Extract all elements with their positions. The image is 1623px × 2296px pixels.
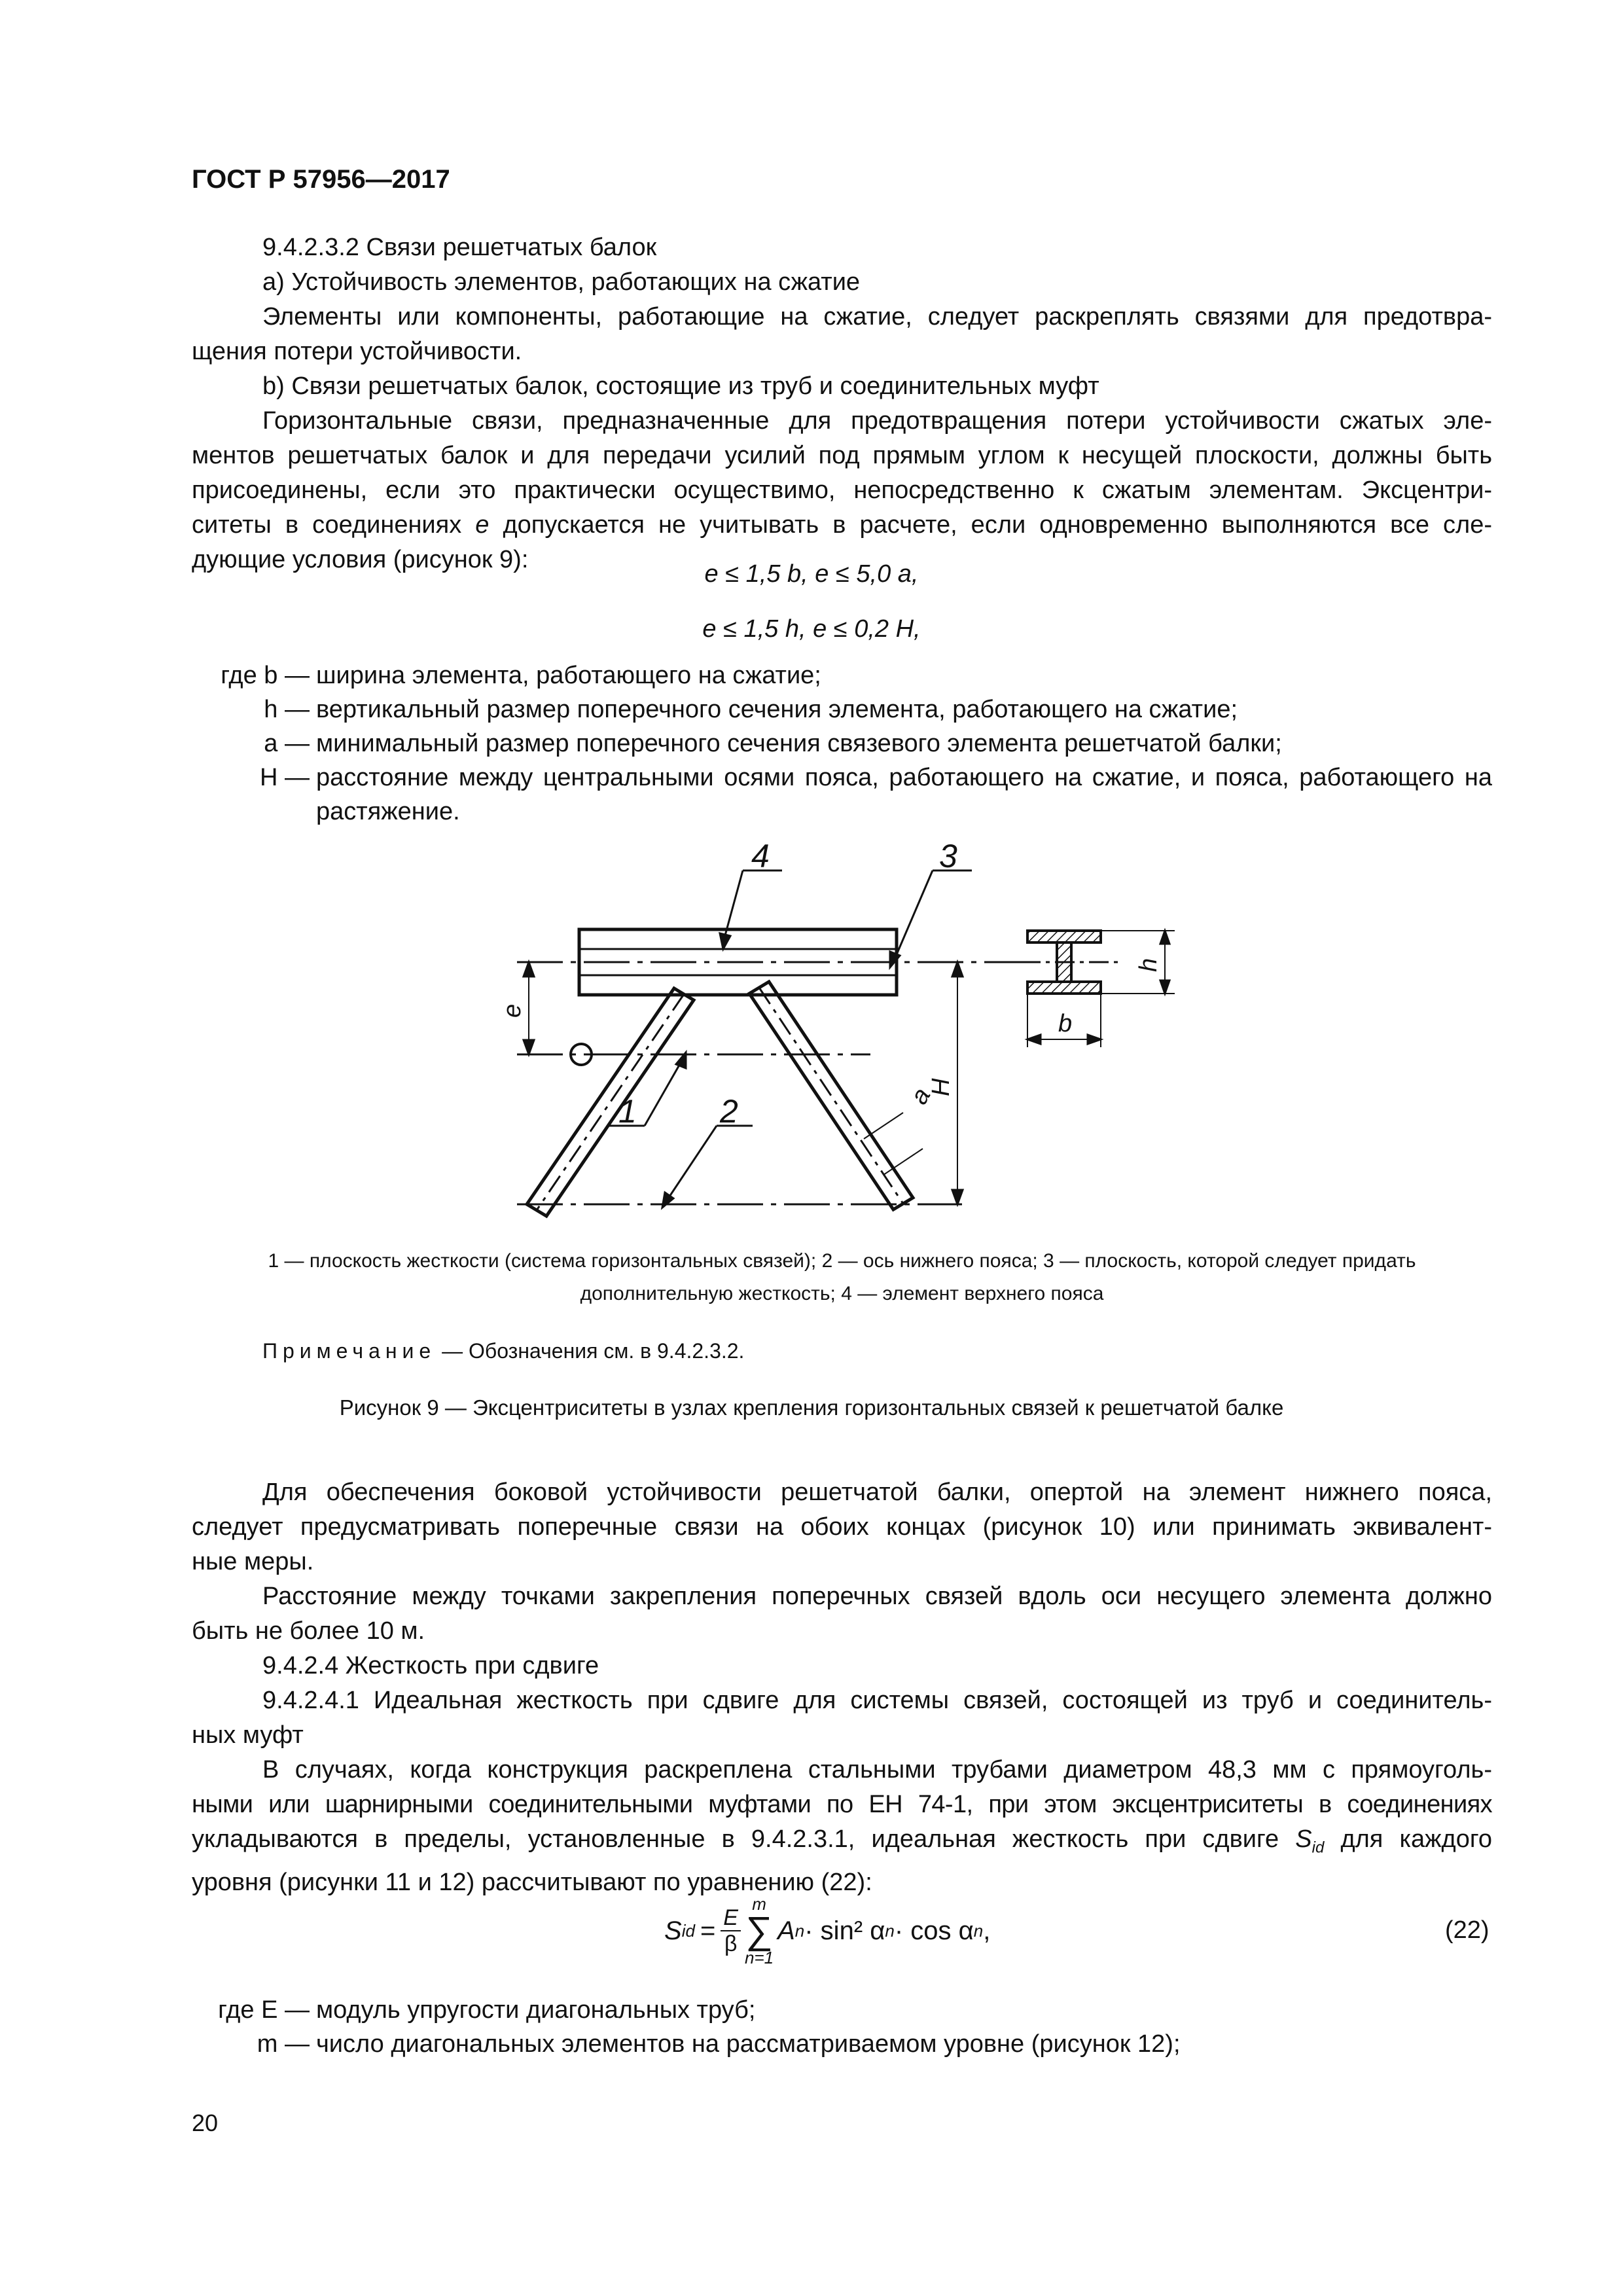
para-elements-line2: щения потери устойчивости. bbox=[192, 338, 522, 365]
definition-text: ширина элемента, работающего на сжатие; bbox=[316, 662, 821, 689]
eq-fraction: $\frac{E}{\beta}$ bbox=[721, 1905, 741, 1956]
definition-text: минимальный размер поперечного сечения связевого элемента решетчатой балки; bbox=[316, 730, 1282, 757]
para-horizontal-line3: присоединены, если это практически осуществимо, непосредственно к сжатым элементам. Эксцентри- bbox=[192, 476, 1492, 504]
definition-row bbox=[192, 2027, 1492, 2061]
figure-legend bbox=[192, 1245, 1492, 1310]
right-diagonal-tube bbox=[749, 982, 913, 1210]
definition-symbol: где b — bbox=[221, 662, 310, 689]
definition-symbol: где E — bbox=[218, 1996, 310, 2024]
label-2: 2 bbox=[720, 1093, 738, 1130]
label-e: e bbox=[499, 1003, 526, 1018]
legend-line-1: 1 — плоскость жесткости (система горизонтальных связей); 2 — ось нижнего пояса; 3 — плоскость, которой следует придать bbox=[268, 1250, 1416, 1272]
para-b: b) Связи решетчатых балок, состоящие из труб и соединительных муфт bbox=[262, 372, 1099, 400]
figure-note bbox=[262, 1339, 744, 1363]
eq-sum: m ∑ n=1 bbox=[744, 1894, 774, 1967]
left-diagonal-tube bbox=[527, 988, 694, 1216]
para-cases-line2: ными или шарнирными соединительными муфтами по ЕН 74-1, при этом эксцентриситеты в соединениях bbox=[192, 1791, 1492, 1818]
label-4: 4 bbox=[751, 838, 770, 874]
para-horizontal-line4: ситеты в соединениях e допускается не учитывать в расчете, если одновременно выполняются все сле- bbox=[192, 511, 1493, 539]
leader-4 bbox=[723, 870, 743, 942]
label-a: a bbox=[905, 1083, 936, 1109]
figure-caption: Рисунок 9 — Эксцентриситеты в узлах крепления горизонтальных связей к решетчатой балке bbox=[339, 1395, 1284, 1420]
definitions-2 bbox=[192, 1993, 1492, 2061]
eq-lhs: S bbox=[664, 1916, 682, 1945]
para-9-4-2-4-1-line2: ных муфт bbox=[192, 1721, 304, 1749]
definition-row bbox=[192, 658, 1492, 692]
document-header: ГОСТ Р 57956—2017 bbox=[192, 165, 450, 194]
definition-symbol: m — bbox=[257, 2030, 310, 2058]
para-horizontal-line1: Горизонтальные связи, предназначенные для предотвращения потери устойчивости сжатых эле- bbox=[262, 407, 1492, 435]
note-text: — Обозначения см. в 9.4.2.3.2. bbox=[436, 1339, 745, 1363]
condition-line-2: e ≤ 1,5 h, e ≤ 0,2 H, bbox=[702, 615, 921, 643]
definition-symbol: h — bbox=[264, 696, 310, 723]
definition-text: модуль упругости диагональных труб; bbox=[316, 1996, 756, 2024]
i-section-drawing bbox=[1021, 931, 1175, 1047]
para-9-4-2-3-2: 9.4.2.3.2 Связи решетчатых балок bbox=[262, 234, 657, 261]
para-horizontal-line2: ментов решетчатых балок и для передачи усилий под прямым углом к несущей плоскости, должны быть bbox=[192, 442, 1492, 469]
note-word: Примечание bbox=[262, 1339, 437, 1363]
para-horizontal-line5: дующие условия (рисунок 9): bbox=[192, 546, 529, 573]
label-b: b bbox=[1058, 1010, 1073, 1037]
label-3: 3 bbox=[939, 838, 957, 874]
definition-text: расстояние между центральными осями пояса, работающего на сжатие, и пояса, работающего на растяжение. bbox=[316, 764, 1492, 825]
legend-line-2: дополнительную жесткость; 4 — элемент верхнего пояса bbox=[580, 1283, 1104, 1304]
definition-text: число диагональных элементов на рассматриваемом уровне (рисунок 12); bbox=[316, 2030, 1181, 2058]
equation-22: S id = $\frac{E}{\beta}$ m ∑ n=1 A n · sin² α n · cos α n , bbox=[664, 1894, 991, 1967]
para-cases-line1: В случаях, когда конструкция раскреплена стальными трубами диаметром 48,3 мм с прямоуголь- bbox=[262, 1756, 1492, 1784]
section-top bbox=[192, 230, 1492, 577]
label-1: 1 bbox=[618, 1093, 637, 1130]
condition-line-1: e ≤ 1,5 b, e ≤ 5,0 a, bbox=[704, 560, 919, 588]
leader-3 bbox=[893, 870, 933, 962]
para-lateral-line3: ные меры. bbox=[192, 1548, 314, 1575]
leader-1 bbox=[645, 1057, 684, 1126]
leader-2 bbox=[664, 1126, 717, 1204]
para-a: a) Устойчивость элементов, работающих на сжатие bbox=[262, 268, 861, 296]
definition-row bbox=[192, 1993, 1492, 2027]
para-9-4-2-4-1-line1: 9.4.2.4.1 Идеальная жесткость при сдвиге для системы связей, состоящей из труб и соединитель- bbox=[262, 1687, 1492, 1714]
definition-row bbox=[192, 726, 1492, 761]
label-h: h bbox=[1135, 958, 1162, 972]
equation-number: (22) bbox=[1445, 1916, 1489, 1944]
figure-9-drawing bbox=[0, 831, 1623, 1250]
para-cases-line3: укладываются в пределы, установленные в 9.4.2.3.1, идеальная жесткость при сдвиге $S_{id}$ для каждого bbox=[192, 1825, 1492, 1857]
section-bottom bbox=[192, 1475, 1492, 1900]
page-number: 20 bbox=[192, 2109, 219, 2136]
definition-row bbox=[192, 761, 1492, 829]
definition-symbol: H — bbox=[260, 764, 310, 791]
label-H: H bbox=[927, 1078, 955, 1096]
para-cases-line4: уровня (рисунки 11 и 12) рассчитывают по уравнению (22): bbox=[192, 1868, 872, 1896]
para-lateral-line2: следует предусматривать поперечные связи на обоих концах (рисунок 10) или принимать эквивалент- bbox=[192, 1513, 1492, 1541]
para-elements-line1: Элементы или компоненты, работающие на сжатие, следует раскреплять связями для предотвра- bbox=[262, 303, 1492, 331]
definition-symbol: a — bbox=[264, 730, 310, 757]
heading-9-4-2-4: 9.4.2.4 Жесткость при сдвиге bbox=[262, 1652, 599, 1679]
para-distance-line1: Расстояние между точками закрепления поперечных связей вдоль оси несущего элемента должно bbox=[262, 1583, 1492, 1610]
definition-text: вертикальный размер поперечного сечения элемента, работающего на сжатие; bbox=[316, 696, 1238, 723]
definitions-1 bbox=[192, 658, 1492, 829]
para-distance-line2: быть не более 10 м. bbox=[192, 1617, 425, 1645]
definition-row bbox=[192, 692, 1492, 726]
para-lateral-line1: Для обеспечения боковой устойчивости решетчатой балки, опертой на элемент нижнего пояса, bbox=[262, 1479, 1492, 1506]
